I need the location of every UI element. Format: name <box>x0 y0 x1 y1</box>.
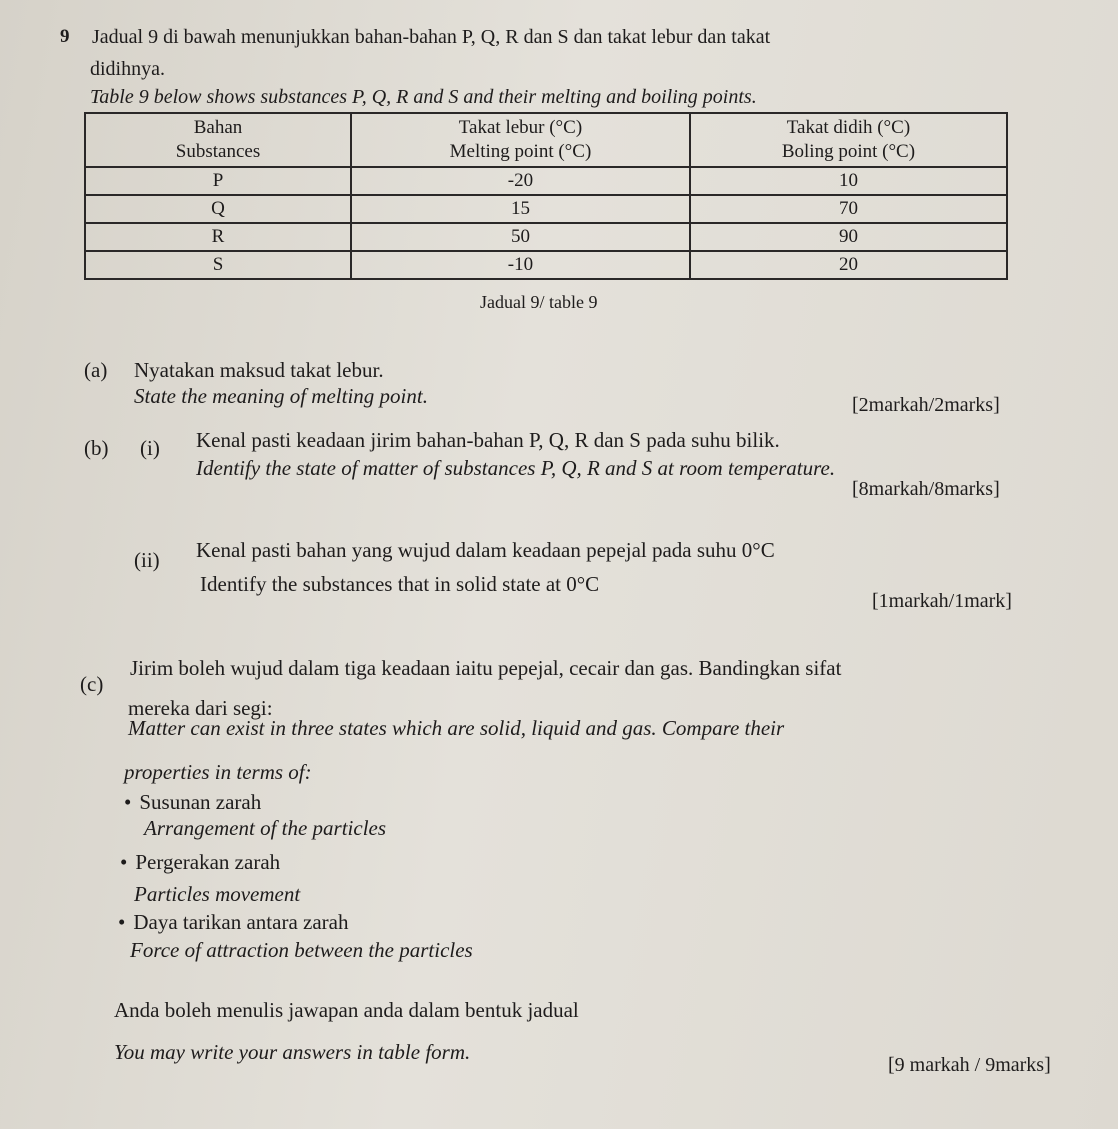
part-c-malay-line-1: Jirim boleh wujud dalam tiga keadaan iaitu pepejal, cecair dan gas. Bandingkan sifat <box>130 656 842 680</box>
intro-english: Table 9 below shows substances P, Q, R and S and their melting and boiling points. <box>90 86 757 108</box>
bullet-attraction-english: Force of attraction between the particles <box>130 938 473 962</box>
part-c-english-line-1: Matter can exist in three states which are solid, liquid and gas. Compare their <box>128 716 785 740</box>
cell-boiling: 90 <box>690 223 1007 251</box>
substances-table <box>84 112 1008 280</box>
part-b-ii-marks: [1markah/1mark] <box>872 590 1012 612</box>
part-a-english: State the meaning of melting point. <box>134 384 428 408</box>
cell-substance: S <box>85 251 351 279</box>
part-b-ii-english: Identify the substances that in solid state at 0°C <box>200 572 600 596</box>
part-a-marks: [2markah/2marks] <box>852 394 1000 416</box>
cell-melting: -20 <box>351 167 690 195</box>
cell-boiling: 70 <box>690 195 1007 223</box>
part-b-i-malay: Kenal pasti keadaan jirim bahan-bahan P, Q, R dan S pada suhu bilik. <box>196 428 780 452</box>
part-b-i-marks: [8markah/8marks] <box>852 478 1000 500</box>
question-number: 9 <box>60 26 70 47</box>
cell-melting: -10 <box>351 251 690 279</box>
cell-substance: Q <box>85 195 351 223</box>
part-b-i-english: Identify the state of matter of substances P, Q, R and S at room temperature. <box>196 456 836 480</box>
cell-melting: 15 <box>351 195 690 223</box>
table-row <box>85 223 1007 251</box>
cell-melting: 50 <box>351 223 690 251</box>
table-row <box>85 195 1007 223</box>
part-b-ii-malay: Kenal pasti bahan yang wujud dalam keadaan pepejal pada suhu 0°C <box>196 538 775 562</box>
table-caption: Jadual 9/ table 9 <box>480 292 598 312</box>
table-row <box>85 167 1007 195</box>
part-c-marks: [9 markah / 9marks] <box>888 1054 1051 1076</box>
bullet-attraction-malay: • Daya tarikan antara zarah <box>118 910 348 935</box>
header-melting-point: Takat lebur (°C) Melting point (°C) <box>351 113 690 167</box>
cell-boiling: 20 <box>690 251 1007 279</box>
intro-malay-line-2: didihnya. <box>90 58 165 80</box>
bullet-arrangement-malay: • Susunan zarah <box>124 790 261 815</box>
part-a-malay: Nyatakan maksud takat lebur. <box>134 358 384 382</box>
part-a-label: (a) <box>84 358 108 382</box>
part-c-english-line-2: properties in terms of: <box>124 760 312 784</box>
part-b-label: (b) <box>84 436 109 460</box>
part-c-note-english: You may write your answers in table form. <box>114 1040 471 1064</box>
bullet-arrangement-english: Arrangement of the particles <box>144 816 387 840</box>
table-row <box>85 251 1007 279</box>
header-boiling-point: Takat didih (°C) Boling point (°C) <box>690 113 1007 167</box>
header-substances: Bahan Substances <box>85 113 351 167</box>
cell-substance: R <box>85 223 351 251</box>
table-header-row <box>85 113 1007 167</box>
cell-substance: P <box>85 167 351 195</box>
part-b-ii-label: (ii) <box>134 548 160 572</box>
intro-malay-line-1: Jadual 9 di bawah menunjukkan bahan-bahan P, Q, R dan S dan takat lebur dan takat <box>92 26 771 48</box>
part-c-malay-line-2: mereka dari segi: <box>128 696 273 720</box>
bullet-movement-english: Particles movement <box>134 882 301 906</box>
cell-boiling: 10 <box>690 167 1007 195</box>
part-c-label: (c) <box>80 672 104 696</box>
part-b-i-label: (i) <box>140 436 160 460</box>
bullet-movement-malay: • Pergerakan zarah <box>120 850 280 875</box>
part-c-note-malay: Anda boleh menulis jawapan anda dalam bentuk jadual <box>114 998 579 1022</box>
